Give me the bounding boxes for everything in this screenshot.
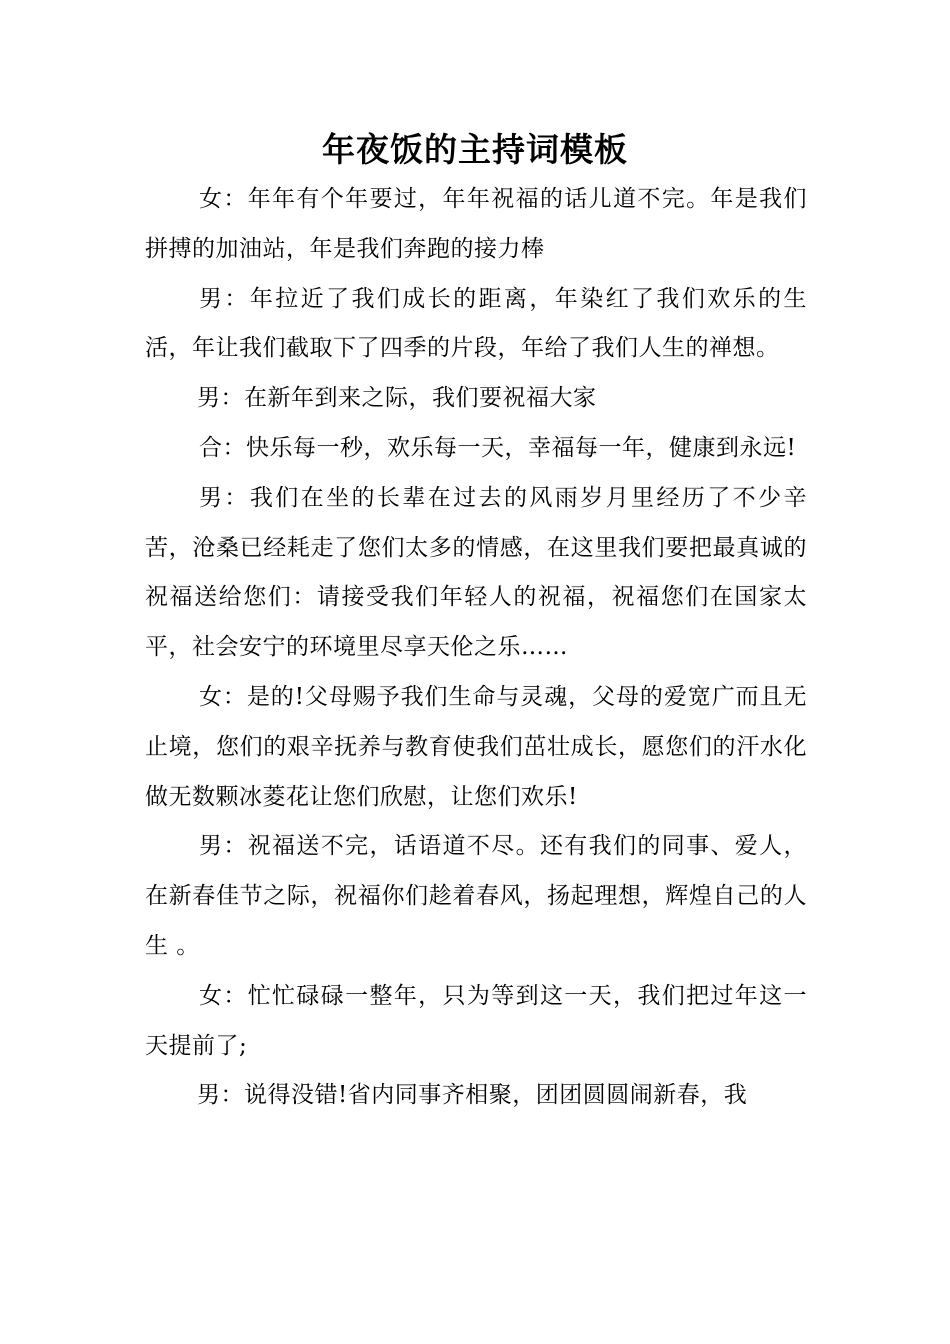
document-title: 年夜饭的主持词模板 <box>322 130 628 169</box>
paragraph-8: 女：忙忙碌碌一整年，只为等到这一天，我们把过年这一天提前了; <box>145 982 807 1059</box>
paragraph-1: 女：年年有个年要过，年年祝福的话儿道不完。年是我们拼搏的加油站，年是我们奔跑的接力棒 <box>145 186 807 262</box>
paragraph-4: 合：快乐每一秒，欢乐每一天，幸福每一年，健康到永远! <box>199 434 797 461</box>
paragraph-5: 男：我们在坐的长辈在过去的风雨岁月里经历了不少辛苦，沧桑已经耗走了您们太多的情感，在这里我们要把最真诚的祝福送给您们：请接受我们年轻人的祝福，祝福您们在国家太平，社会安宁的环境里尽享天伦之乐…… <box>145 484 807 661</box>
paragraph-6: 女：是的!父母赐予我们生命与灵魂，父母的爱宽广而且无止境，您们的艰辛抚养与教育使我们茁壮成长，愿您们的汗水化做无数颗冰菱花让您们欣慰，让您们欢乐! <box>145 683 807 810</box>
document-body <box>145 175 807 1121</box>
paragraph-3: 男：在新年到来之际，我们要祝福大家 <box>197 385 597 412</box>
paragraph-7: 男：祝福送不完，话语道不尽。还有我们的同事、爱人，在新春佳节之际，祝福你们趁着春风，扬起理想，辉煌自己的人生 。 <box>145 833 807 959</box>
paragraph-9: 男：说得没错!省内同事齐相聚，团团圆圆闹新春，我 <box>197 1082 748 1109</box>
paragraph-2: 男：年拉近了我们成长的距离，年染红了我们欢乐的生活，年让我们截取下了四季的片段，年给了我们人生的禅想。 <box>145 285 807 362</box>
